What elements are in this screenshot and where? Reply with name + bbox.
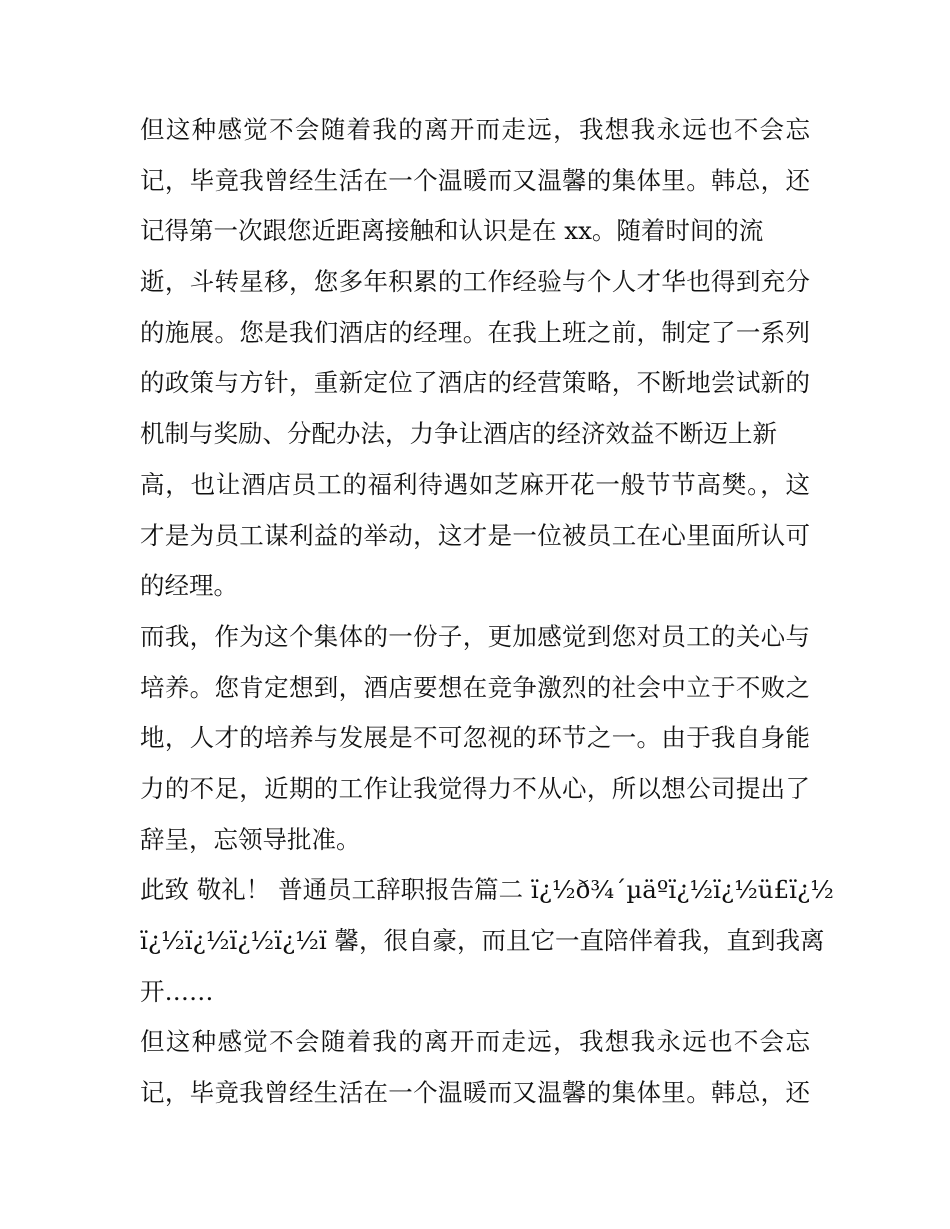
text-line: 但这种感觉不会随着我的离开而走远，我想我永远也不会忘: [140, 1027, 810, 1057]
text-line: 但这种感觉不会随着我的离开而走远，我想我永远也不会忘: [140, 115, 810, 144]
text-line: ï¿½ï¿½ï¿½ï¿½ï 馨，很自豪，而且它一直陪伴着我，直到我离: [140, 926, 825, 955]
text-line: 的政策与方针，重新定位了酒店的经营策略，不断地尝试新的: [140, 368, 810, 398]
text-line: 记，毕竟我曾经生活在一个温暖而又温馨的集体里。韩总，还: [140, 165, 810, 195]
text-line: 逝，斗转星移，您多年积累的工作经验与个人才华也得到充分: [140, 267, 810, 297]
document-page: [140, 112, 834, 1126]
text-line: 培养。您肯定想到，酒店要想在竞争激烈的社会中立于不败之: [140, 672, 810, 702]
text-line: 才是为员工谋利益的举动，这才是一位被员工在心里面所认可: [140, 520, 810, 550]
text-line: 记得第一次跟您近距离接触和认识是在 xx。随着时间的流: [140, 216, 764, 246]
text-line: 的经理。: [140, 571, 238, 601]
text-line: 此致 敬礼！ 普通员工辞职报告篇二 ï¿½ð¾´µäºï¿½ï¿½ü£ï¿½: [140, 875, 834, 905]
text-line: 机制与奖励、分配办法，力争让酒店的经济效益不断迈上新: [140, 419, 777, 449]
text-line: 的施展。您是我们酒店的经理。在我上班之前，制定了一系列: [140, 317, 810, 347]
text-line: 地，人才的培养与发展是不可忽视的环节之一。由于我自身能: [140, 723, 810, 753]
text-line: 而我，作为这个集体的一份子，更加感觉到您对员工的关心与: [140, 621, 810, 651]
text-line: 开……: [140, 976, 214, 1006]
text-line: 高，也让酒店员工的福利待遇如芝麻开花一般节节高樊。，这: [140, 469, 810, 499]
text-line: 记，毕竟我曾经生活在一个温暖而又温馨的集体里。韩总，还: [140, 1078, 810, 1108]
text-line: 力的不足，近期的工作让我觉得力不从心，所以想公司提出了: [140, 773, 810, 803]
text-line: 辞呈，忘领导批准。: [140, 824, 361, 854]
